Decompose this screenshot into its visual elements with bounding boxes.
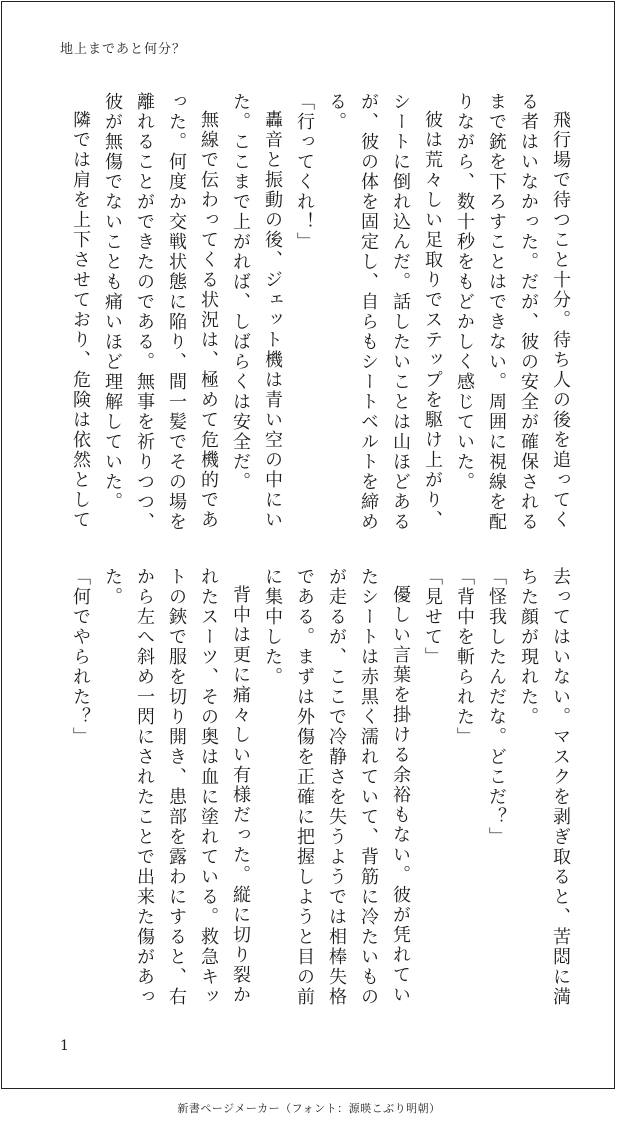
text-block-upper	[54, 92, 576, 532]
dialogue-line: 「行ってくれ！」	[294, 92, 315, 252]
dialogue-line: 「怪我したんだな。どこだ？」	[486, 567, 507, 847]
page-frame	[1, 1, 615, 1089]
dialogue-line: 「背中を斬られた」	[454, 567, 475, 747]
paragraph: 背中は更に痛々しい有様だった。縦に切り裂かれたスーツ、その奥は血に塗れている。救急キットの鋏で服を切り開き、患部を露わにすると、右から左へ斜め一閃にされたことで出来た傷があった。	[102, 567, 251, 1007]
text-block-lower	[54, 567, 576, 1007]
footer-credit: 新書ページメーカー（フォント：源暎こぶり明朝）	[177, 1102, 441, 1115]
paragraph: 優しい言葉を掛ける余裕もない。彼が凭れていたシートは赤黒く濡れていて、背筋に冷たいものが走るが、ここで冷静さを失うようでは相棒失格である。まずは外傷を正確に把握しようと目の前に集中した。	[262, 567, 411, 1007]
dialogue-line: 「見せて」	[422, 567, 443, 667]
paragraph: 無線で伝わってくる状況は、極めて危機的であった。何度か交戦状態に陥り、間一髪でその場を離れることができたのである。無事を祈りつつ、彼が無傷でないことも痛いほど理解していた。	[102, 92, 219, 532]
paragraph: 隣では肩を上下させており、危険は依然として	[70, 110, 91, 530]
paragraph: 轟音と振動の後、ジェット機は青い空の中にいた。ここまで上がれば、しばらくは安全だ。	[230, 92, 283, 530]
paragraph: 彼は荒々しい足取りでステップを駆け上がり、シートに倒れ込んだ。話したいことは山ほどあるが、彼の体を固定し、自らもシートベルトを締める。	[326, 92, 443, 532]
running-head-title: 地上まであと何分？	[60, 42, 187, 57]
page-number: 1	[60, 1038, 69, 1054]
paragraph: 飛行場で待つこと十分。待ち人の後を追ってくる者はいなかった。だが、彼の安全が確保されるまで銃を下ろすことはできない。周囲に視線を配りながら、数十秒をもどかしく感じていた。	[454, 92, 571, 532]
dialogue-line: 「何でやられた？」	[70, 567, 91, 747]
paragraph: 去ってはいない。マスクを剥ぎ取ると、苦悶に満ちた顔が現れた。	[518, 567, 571, 1007]
